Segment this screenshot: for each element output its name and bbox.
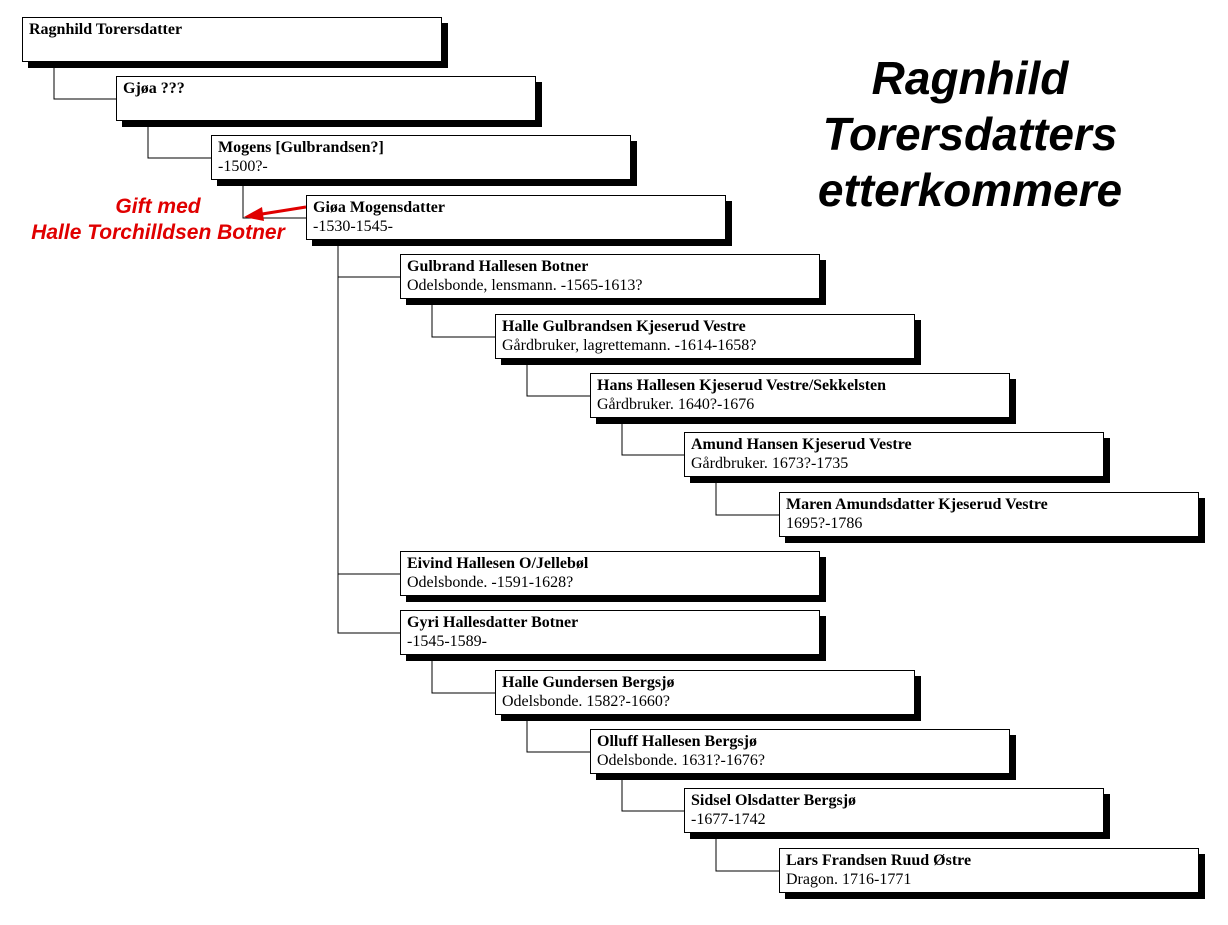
connector-line bbox=[338, 240, 400, 277]
person-box-lars-frandsen bbox=[779, 848, 1199, 893]
person-name: Giøa Mogensdatter bbox=[313, 199, 445, 216]
marriage-note-line-2: Halle Torchilldsen Botner bbox=[31, 221, 285, 244]
person-info: Odelsbonde. 1582?-1660? bbox=[502, 693, 670, 710]
person-name: Maren Amundsdatter Kjeserud Vestre bbox=[786, 496, 1048, 513]
person-info: -1530-1545- bbox=[313, 218, 393, 235]
person-name: Mogens [Gulbrandsen?] bbox=[218, 139, 384, 156]
person-box-ragnhild-torersdatter bbox=[22, 17, 442, 62]
connector-line bbox=[148, 121, 211, 158]
person-box-eivind-hallesen bbox=[400, 551, 820, 596]
marriage-note bbox=[10, 194, 306, 246]
person-name: Halle Gundersen Bergsjø bbox=[502, 674, 675, 691]
title-line-3: etterkommere bbox=[817, 164, 1123, 216]
person-name: Olluff Hallesen Bergsjø bbox=[597, 733, 757, 750]
person-info: Gårdbruker. 1673?-1735 bbox=[691, 455, 849, 472]
person-box-gyri-hallesdatter bbox=[400, 610, 820, 655]
person-box-gulbrand-hallesen-botner bbox=[400, 254, 820, 299]
person-info: Gårdbruker, lagrettemann. -1614-1658? bbox=[502, 337, 757, 354]
person-info: -1500?- bbox=[218, 158, 268, 175]
person-box-mogens bbox=[211, 135, 631, 180]
person-name: Ragnhild Torersdatter bbox=[29, 21, 183, 38]
connector-line bbox=[432, 655, 495, 693]
person-box-halle-gulbrandsen bbox=[495, 314, 915, 359]
person-box-halle-gundersen bbox=[495, 670, 915, 715]
page-title bbox=[790, 50, 1150, 218]
connector-line bbox=[527, 715, 590, 752]
connector-line bbox=[527, 359, 590, 396]
title-line-2: Torersdatters bbox=[822, 108, 1118, 160]
connector-line bbox=[622, 774, 684, 811]
person-name: Sidsel Olsdatter Bergsjø bbox=[691, 792, 857, 809]
person-name: Lars Frandsen Ruud Østre bbox=[786, 852, 972, 869]
person-name: Eivind Hallesen O/Jellebøl bbox=[407, 555, 589, 572]
marriage-note-line-1: Gift med bbox=[115, 195, 201, 218]
connector-line bbox=[716, 477, 779, 515]
person-info: Odelsbonde, lensmann. -1565-1613? bbox=[407, 277, 643, 294]
person-name: Halle Gulbrandsen Kjeserud Vestre bbox=[502, 318, 746, 335]
connector-line bbox=[622, 418, 684, 455]
person-box-gioa-mogensdatter bbox=[306, 195, 726, 240]
connector-line bbox=[716, 833, 779, 871]
person-name: Amund Hansen Kjeserud Vestre bbox=[691, 436, 912, 453]
person-box-olluff-hallesen bbox=[590, 729, 1010, 774]
person-info: Odelsbonde. 1631?-1676? bbox=[597, 752, 765, 769]
person-box-gjoa bbox=[116, 76, 536, 121]
person-box-maren-amundsdatter bbox=[779, 492, 1199, 537]
person-name: Gulbrand Hallesen Botner bbox=[407, 258, 589, 275]
person-name: Gjøa ??? bbox=[123, 80, 185, 97]
person-info: -1545-1589- bbox=[407, 633, 487, 650]
person-box-sidsel-olsdatter bbox=[684, 788, 1104, 833]
title-line-1: Ragnhild bbox=[871, 52, 1069, 104]
connector-line bbox=[338, 240, 400, 574]
person-info: Odelsbonde. -1591-1628? bbox=[407, 574, 574, 591]
connector-line bbox=[54, 62, 116, 99]
person-info: 1695?-1786 bbox=[786, 515, 863, 532]
person-info: -1677-1742 bbox=[691, 811, 766, 828]
connector-line bbox=[432, 299, 495, 337]
person-name: Gyri Hallesdatter Botner bbox=[407, 614, 579, 631]
person-info: Gårdbruker. 1640?-1676 bbox=[597, 396, 755, 413]
person-info: Dragon. 1716-1771 bbox=[786, 871, 912, 888]
person-box-amund-hansen bbox=[684, 432, 1104, 477]
person-name: Hans Hallesen Kjeserud Vestre/Sekkelsten bbox=[597, 377, 887, 394]
person-box-hans-hallesen bbox=[590, 373, 1010, 418]
